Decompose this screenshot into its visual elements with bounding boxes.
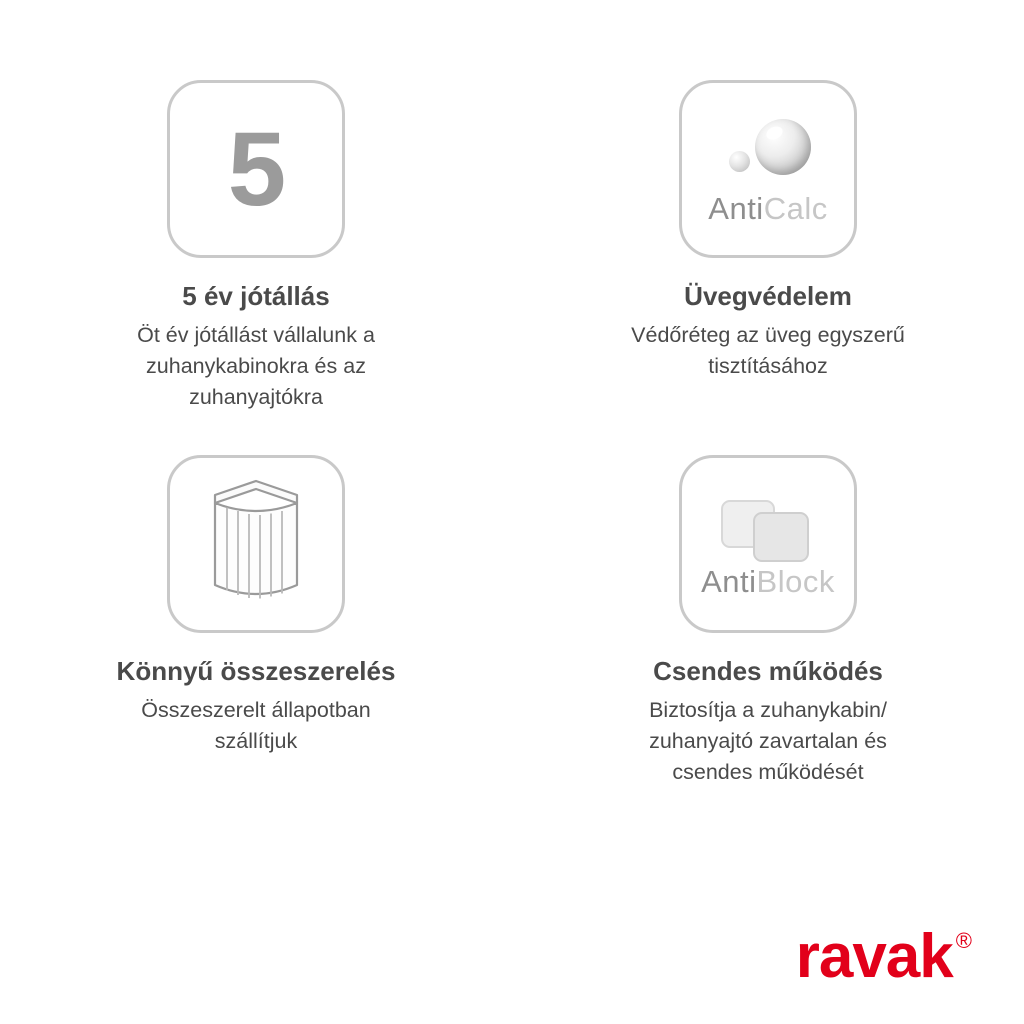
feature-title: Üvegvédelem <box>684 281 852 311</box>
anticalc-icon <box>682 83 854 255</box>
blocks-icon <box>713 496 823 560</box>
registered-trademark-icon: ® <box>955 928 972 953</box>
icon-box-antiblock <box>679 455 857 633</box>
feature-title: Csendes működés <box>653 656 883 687</box>
antiblock-label <box>701 564 835 600</box>
water-drops-icon <box>713 117 823 189</box>
feature-grid <box>0 80 1024 789</box>
antiblock-icon <box>682 458 854 630</box>
feature-easy-assembly <box>0 455 512 788</box>
anticalc-label-bold: Anti <box>708 191 764 226</box>
water-drop-small-icon <box>729 151 750 172</box>
feature-silent-operation <box>512 455 1024 788</box>
antiblock-label-bold: Anti <box>701 564 757 600</box>
icon-box-cabin <box>167 455 345 633</box>
ravak-logo <box>795 922 972 991</box>
antiblock-label-light: Block <box>756 564 835 600</box>
feature-description: Összeszerelt állapotban szállítjuk <box>141 698 371 754</box>
feature-warranty <box>0 80 512 413</box>
shower-cabin-icon <box>197 477 315 611</box>
feature-description: Öt év jótállást vállalunk a zuhanykabinokra és az zuhanyajtókra <box>137 322 375 410</box>
feature-title: 5 év jótállás <box>182 281 330 311</box>
feature-title: Könnyű összeszerelés <box>116 656 396 687</box>
logo-wordmark: ravak <box>795 922 953 991</box>
feature-glass-protection <box>512 80 1024 413</box>
number-5-icon: 5 <box>227 110 285 228</box>
feature-description: Biztosítja a zuhanykabin/ zuhanyajtó zavartalan és csendes működését <box>649 698 887 785</box>
icon-box-warranty <box>167 80 345 258</box>
anticalc-label-light: Calc <box>763 191 828 226</box>
feature-description: Védőréteg az üveg egyszerű tisztításához <box>631 322 905 378</box>
anticalc-label <box>708 191 827 227</box>
water-drop-large-icon <box>755 119 811 175</box>
icon-box-anticalc <box>679 80 857 258</box>
block-front-icon <box>753 512 809 562</box>
